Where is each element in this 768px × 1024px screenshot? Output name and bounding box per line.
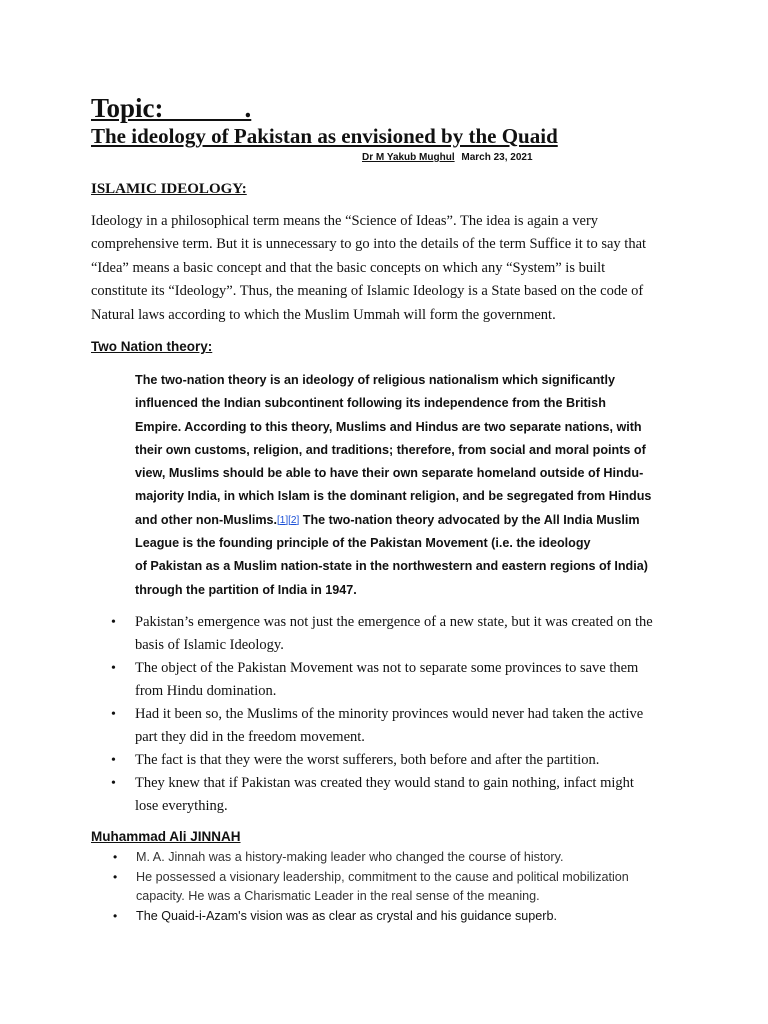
bullet-icon: • — [111, 707, 116, 722]
paragraph-line: Ideology in a philosophical term means the “Science of Ideas”. The idea is again a very — [91, 213, 599, 229]
list-item-line: part they did in the freedom movement. — [135, 729, 365, 745]
list-item-line: The Quaid-i-Azam's vision was as clear as crystal and his guidance superb. — [136, 908, 557, 923]
quote-text: and other non-Muslims. — [135, 512, 278, 527]
quote-line: majority India, in which Islam is the dominant religion, and be segregated from Hindus — [135, 489, 652, 504]
section-heading-islamic-ideology: ISLAMIC IDEOLOGY: — [91, 181, 247, 197]
paragraph-line: constitute its “Ideology”. Thus, the meaning of Islamic Ideology is a State based on the code of — [91, 283, 644, 300]
list-item-line: lose everything. — [135, 798, 228, 814]
bullet-icon: • — [111, 776, 116, 791]
list-item-line: He possessed a visionary leadership, commitment to the cause and political mobilization — [136, 869, 629, 884]
list-item-line: Had it been so, the Muslims of the minority provinces would never had taken the active — [135, 706, 644, 722]
bullet-icon: • — [111, 615, 116, 630]
section-heading-jinnah: Muhammad Ali JINNAH — [91, 829, 241, 844]
bullet-icon: • — [113, 850, 118, 864]
list-item-line: They knew that if Pakistan was created they would stand to gain nothing, infact might — [135, 775, 634, 791]
quote-line: through the partition of India in 1947. — [135, 582, 357, 597]
list-item — [91, 611, 691, 657]
jinnah-bullet-list — [91, 848, 711, 926]
quote-line: view, Muslims should be able to have their own separate homeland outside of Hindu- — [135, 466, 644, 481]
list-item-line: The fact is that they were the worst sufferers, both before and after the partition. — [135, 752, 600, 768]
quote-line: their own customs, religion, and traditions; therefore, from social and moral points of — [135, 442, 646, 457]
quote-line: Empire. According to this theory, Muslims and Hindus are two separate nations, with — [135, 419, 642, 434]
quote-line: The two-nation theory is an ideology of religious nationalism which significantly — [135, 373, 616, 387]
list-item-line: M. A. Jinnah was a history-making leader who changed the course of history. — [136, 850, 564, 864]
citation-link[interactable]: [1][2] — [277, 514, 300, 526]
bullet-icon: • — [113, 869, 118, 884]
list-item — [91, 868, 711, 907]
ideology-bullet-list — [91, 611, 691, 818]
quote-line: League is the founding principle of the Pakistan Movement (i.e. the ideology — [135, 536, 591, 551]
bullet-icon: • — [111, 661, 116, 676]
list-item-line: basis of Islamic Ideology. — [135, 637, 284, 653]
quote-line: influenced the Indian subcontinent following its independence from the British — [135, 396, 606, 411]
publish-date: March 23, 2021 — [461, 152, 533, 163]
list-item — [91, 749, 691, 772]
section-heading-two-nation-theory: Two Nation theory: — [91, 339, 213, 354]
bullet-icon: • — [113, 908, 118, 923]
list-item — [91, 772, 691, 818]
list-item-line: Pakistan’s emergence was not just the emergence of a new state, but it was created on the — [135, 614, 653, 630]
topic-label: Topic: . — [91, 93, 252, 123]
list-item-line: The object of the Pakistan Movement was not to separate some provinces to save them — [135, 660, 639, 676]
list-item-line: capacity. He was a Charismatic Leader in the real sense of the meaning. — [136, 889, 540, 903]
list-item-line: from Hindu domination. — [135, 683, 277, 699]
list-item — [91, 907, 711, 927]
quote-line — [135, 509, 680, 532]
author-name: Dr M Yakub Mughul — [362, 152, 455, 163]
list-item — [91, 703, 691, 749]
byline — [362, 151, 533, 164]
paragraph-line: “Idea” means a basic concept and that the basic concepts on which any “System” is built — [91, 259, 606, 276]
quote-line: of Pakistan as a Muslim nation-state in the northwestern and eastern regions of India) — [135, 559, 648, 574]
paragraph-line: comprehensive term. But it is unnecessary to go into the details of the term Suffice it to say that — [91, 236, 647, 253]
paragraph-line: Natural laws according to which the Muslim Ummah will form the government. — [91, 306, 556, 323]
list-item — [91, 657, 691, 703]
bullet-icon: • — [111, 753, 116, 768]
two-nation-quote — [135, 369, 680, 602]
islamic-ideology-paragraph — [91, 210, 681, 327]
document-title: The ideology of Pakistan as envisioned by the Quaid — [91, 124, 558, 148]
list-item — [91, 848, 711, 868]
quote-text: The two-nation theory advocated by the All India Muslim — [299, 512, 640, 527]
